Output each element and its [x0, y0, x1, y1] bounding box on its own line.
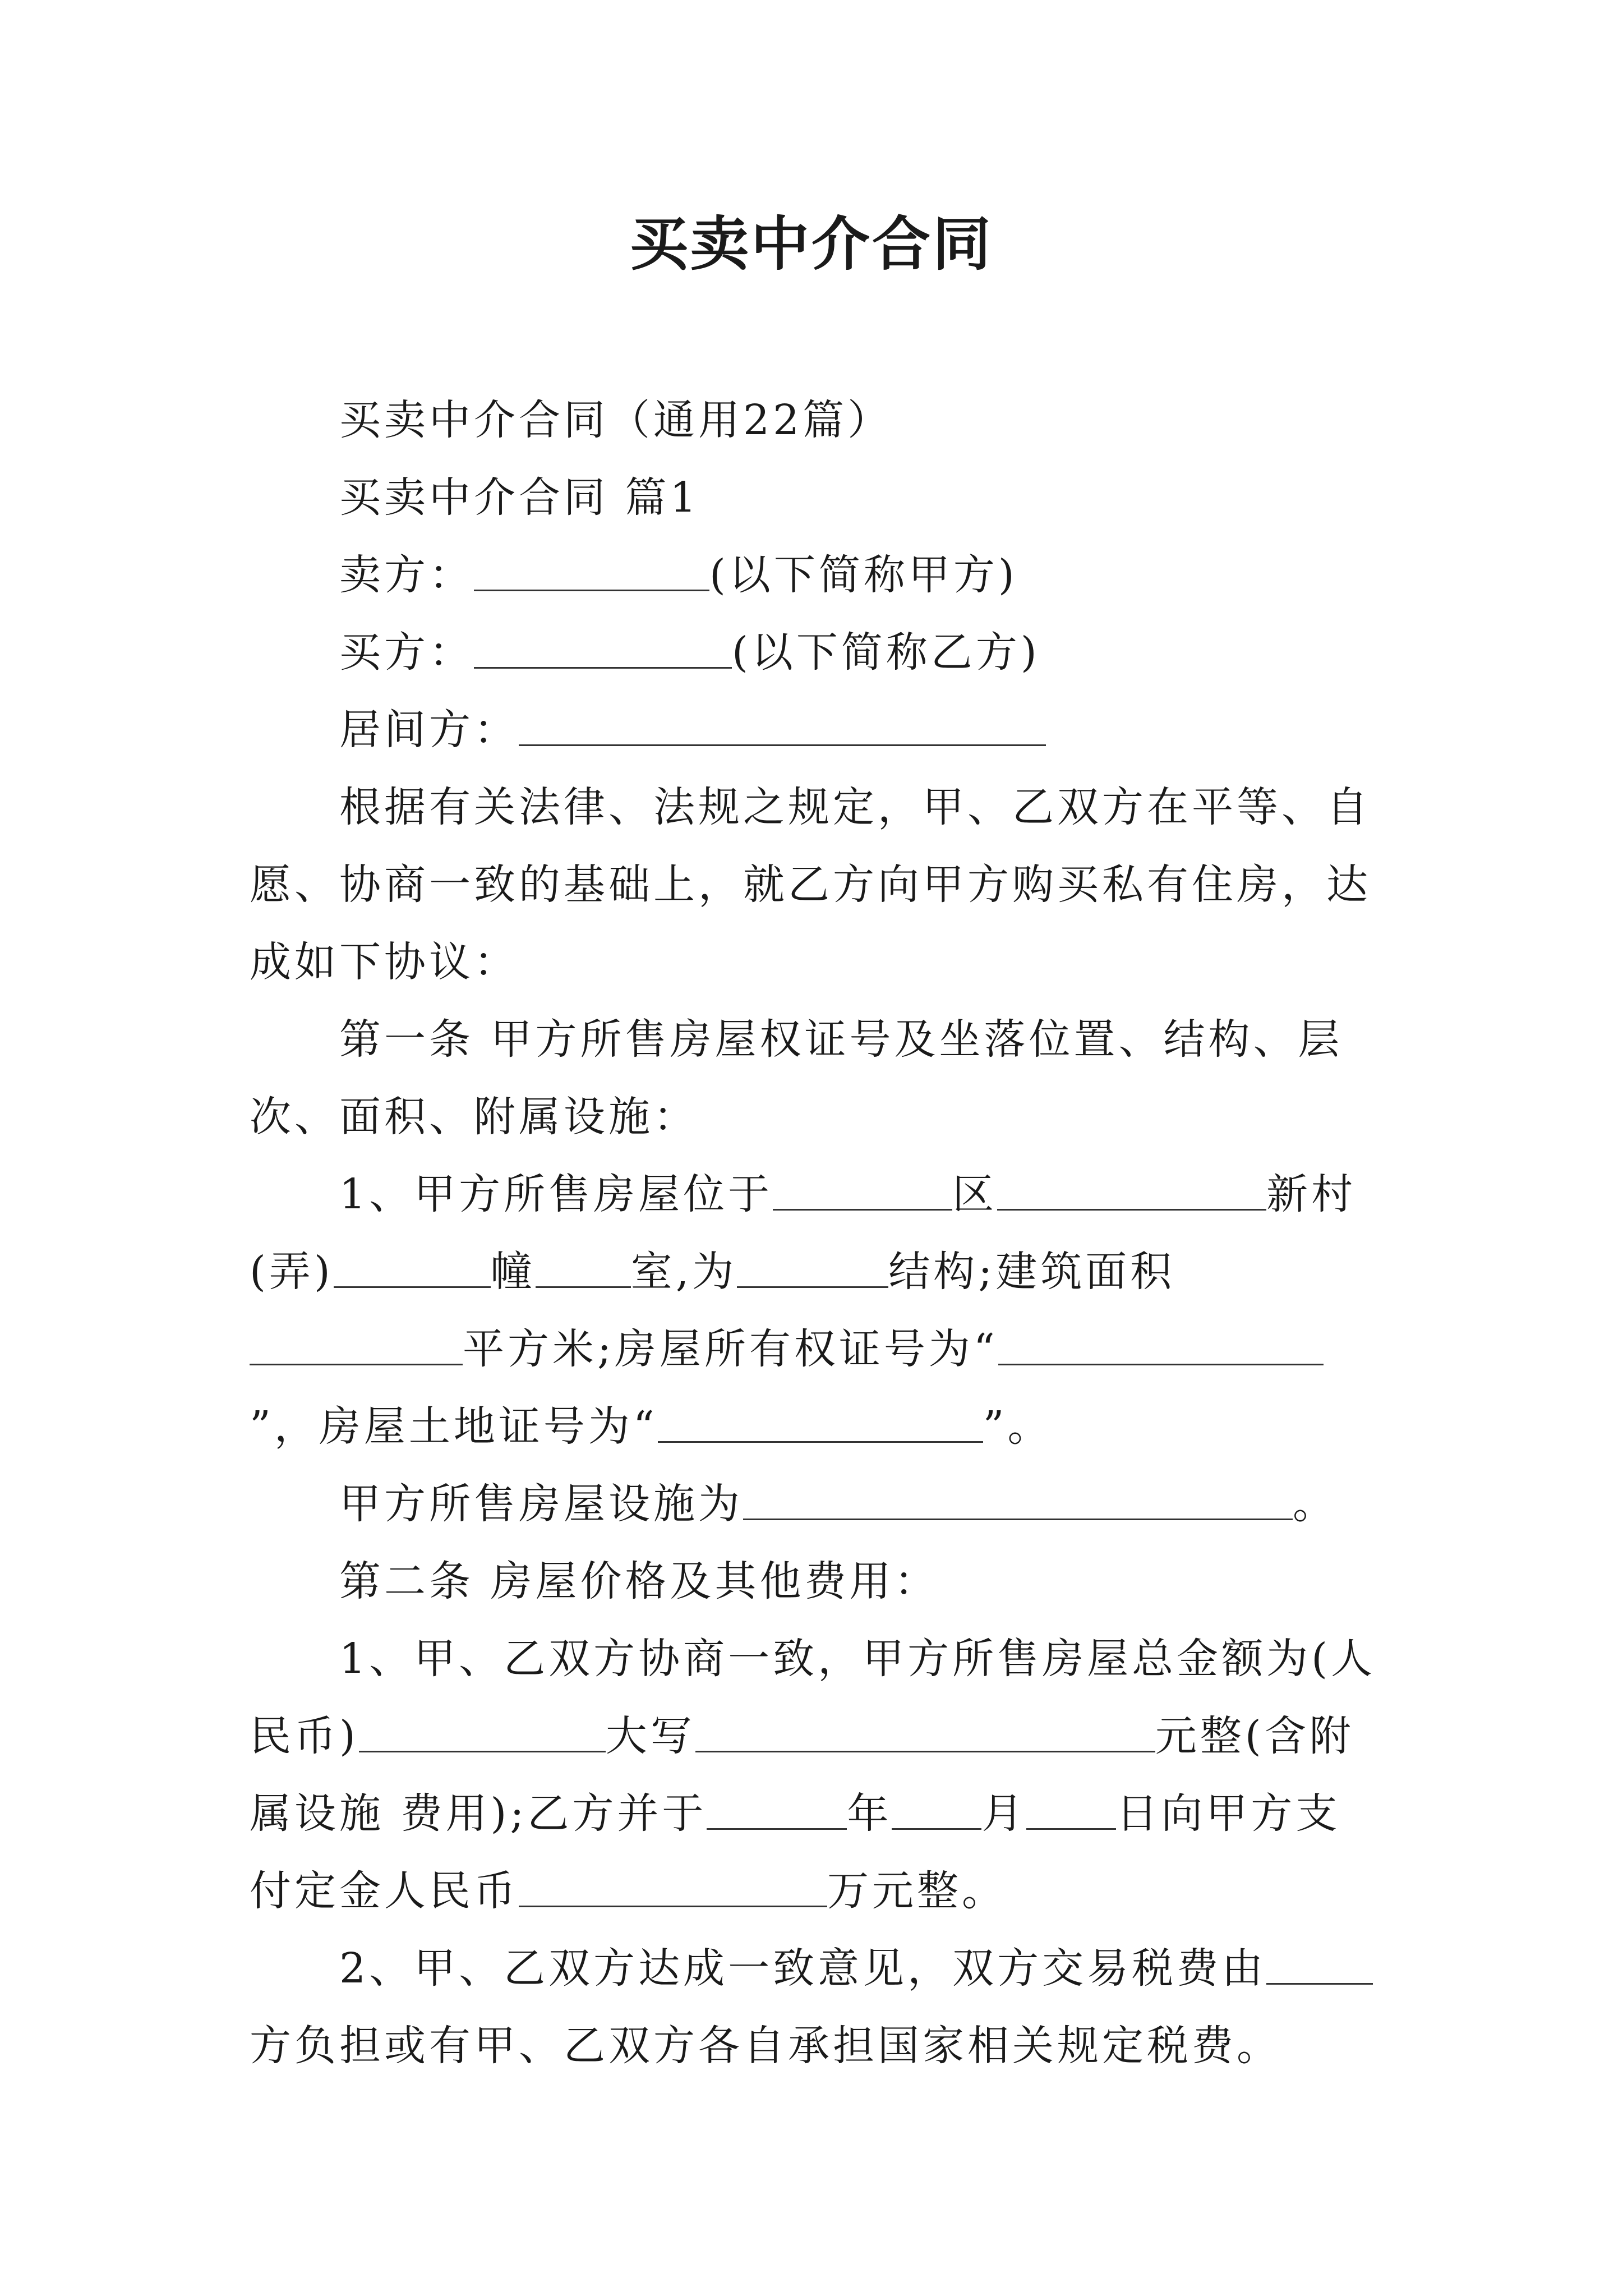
seller-line: [250, 536, 1382, 614]
article-one-item-1: 1、甲方所售房屋位于 区 新村(弄) 幢 室,为 结构;建筑面积平方米;房屋所有权证号为“”，房屋土地证号为“ ”。: [250, 1170, 1357, 1451]
structure-blank: [737, 1249, 888, 1288]
seller-blank: [474, 552, 709, 591]
district-blank: [773, 1171, 952, 1211]
seller-note: (以下简称甲方): [709, 551, 1018, 599]
document-body: [250, 381, 1382, 2085]
intermediary-label: 居间方：: [339, 706, 519, 754]
price-words-blank: [695, 1713, 1155, 1752]
buyer-line: [250, 614, 1382, 691]
buyer-label: 买方：: [339, 628, 474, 677]
preamble-paragraph: 根据有关法律、法规之规定，甲、乙双方在平等、自愿、协商一致的基础上，就乙方向甲方购买私有住房，达成如下协议：: [250, 783, 1371, 986]
area-blank: [250, 1326, 463, 1365]
seller-label: 卖方：: [339, 551, 474, 599]
day-blank: [1026, 1791, 1116, 1830]
room-blank: [536, 1249, 631, 1288]
ownership-cert-blank: [998, 1326, 1324, 1365]
year-blank: [707, 1791, 847, 1830]
intermediary-blank: [519, 707, 1046, 746]
price-numeric-blank: [359, 1713, 606, 1752]
article-two-item-1: 1、甲、乙双方协商一致，甲方所售房屋总金额为(人民币) 大写 元整(含附属设施 费用);乙方并于 年 月 日向甲方支付定金人民币 万元整。: [250, 1635, 1376, 1915]
intermediary-line: [250, 691, 1382, 769]
building-blank: [334, 1249, 491, 1288]
article-one-heading: 第一条 甲方所售房屋权证号及坐落位置、结构、层次、面积、附属设施：: [250, 1015, 1343, 1141]
document-title: 买卖中介合同: [629, 209, 993, 278]
tax-party-blank: [1266, 1945, 1373, 1985]
facilities-blank: [743, 1481, 1293, 1520]
buyer-blank: [474, 629, 732, 669]
village-blank: [997, 1171, 1266, 1211]
article-two-heading: 第二条 房屋价格及其他费用：: [339, 1557, 939, 1605]
facilities-line: 甲方所售房屋设施为 。: [339, 1480, 1338, 1528]
subtitle-line: 买卖中介合同（通用22篇）: [339, 396, 893, 444]
deposit-blank: [519, 1868, 827, 1907]
month-blank: [892, 1791, 981, 1830]
buyer-note: (以下简称乙方): [732, 628, 1040, 677]
article-two-item-2: 2、甲、乙双方达成一致意见，双方交易税费由方负担或有甲、乙双方各自承担国家相关规定税费。: [250, 1930, 1382, 2085]
land-cert-blank: [658, 1404, 983, 1443]
chapter-heading: 买卖中介合同 篇1: [339, 473, 700, 522]
